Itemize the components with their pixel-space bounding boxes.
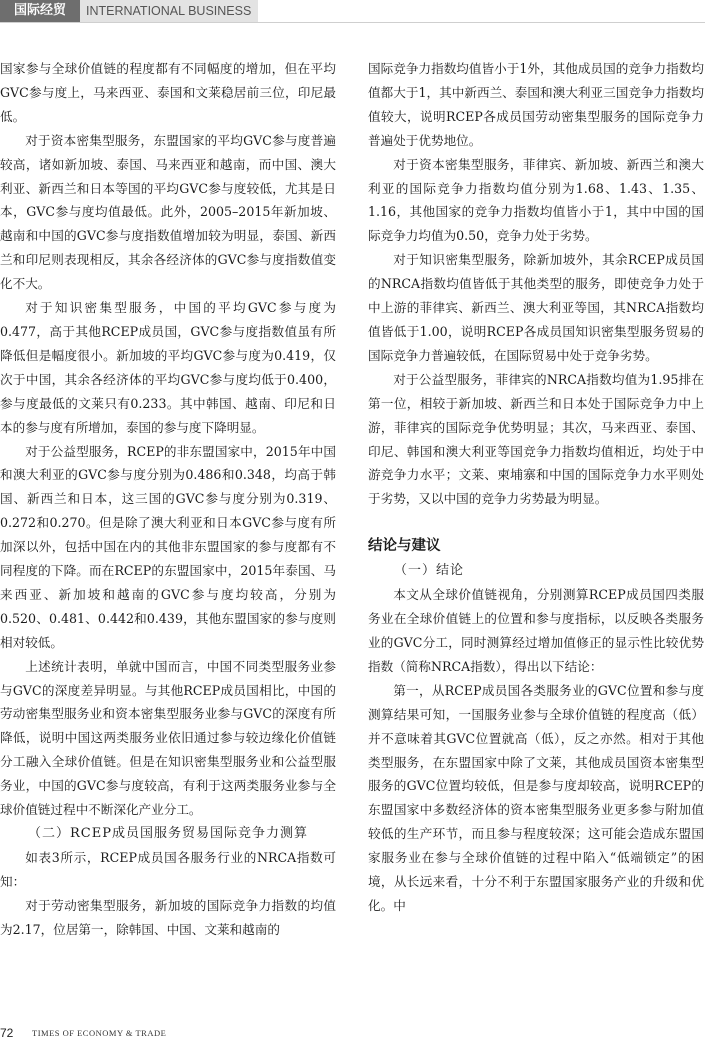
paragraph: 国际竞争力指数均值皆小于1外，其他成员国的竞争力指数均值都大于1，其中新西兰、泰国和澳大利亚三国竞争力指数均值较大，说明RCEP各成员国劳动密集型服务的国际竞争力普遍处于优势地位。 [368, 61, 704, 148]
header-rule [0, 22, 705, 23]
paragraph: 对于公益型服务，菲律宾的NRCA指数均值为1.95排在第一位，相较于新加坡、新西兰和日本处于国际竞争力中上游，菲律宾的国际竞争优势明显；其次，马来西亚、泰国、印尼、韩国和澳大利亚等国竞争力指数均值相近，均处于中游竞争力水平；文莱、柬埔寨和中国的国际竞争力水平则处于劣势，又以中国的竞争力劣势最为明显。 [368, 371, 704, 507]
paragraph: 对于公益型服务，RCEP的非东盟国家中，2015年中国和澳大利亚的GVC参与度分别为0.486和0.348，均高于韩国、新西兰和日本，这三国的GVC参与度分别为0.319、0.272和0.270。但是除了澳大利亚和日本GVC参与度有所加深以外，包括中国在内的其他非东盟国家的参与度都有不同程度的下降。而在RCEP的东盟国家中，2015年泰国、马来西亚、新加坡和越南的GVC参与度均较高，分别为0.520、0.481、0.442和0.439，其他东盟国家的参与度则相对较低。 [0, 443, 336, 650]
left-column [0, 57, 336, 942]
publication-name: TIMES OF ECONOMY & TRADE [32, 1028, 167, 1038]
paragraph: 对于知识密集型服务，中国的平均GVC参与度为0.477，高于其他RCEP成员国，GVC参与度指数值虽有所降低但是幅度很小。新加坡的平均GVC参与度为0.419，仅次于中国，其余各经济体的平均GVC参与度均低于0.400，参与度最低的文莱只有0.233。其中韩国、越南、印尼和日本的参与度有所增加，泰国的参与度下降明显。 [0, 300, 336, 435]
paragraph: 如表3所示，RCEP成员国各服务行业的NRCA指数可知： [0, 850, 336, 889]
paragraph: 对于资本密集型服务，东盟国家的平均GVC参与度普遍较高，诸如新加坡、泰国、马来西亚和越南，而中国、澳大利亚、新西兰和日本等国的平均GVC参与度较低，尤其是日本，GVC参与度均值最低。此外，2005–2015年新加坡、越南和中国的GVC参与度指数值增加较为明显，泰国、新西兰和印尼则表现相反，其余各经济体的GVC参与度指数值变化不大。 [0, 132, 336, 292]
section-label-en: INTERNATIONAL BUSINESS [80, 0, 258, 22]
paragraph: 对于资本密集型服务，菲律宾、新加坡、新西兰和澳大利亚的国际竞争力指数均值分别为1.68、1.43、1.35、1.16，其他国家的竞争力指数均值皆小于1，其中中国的国际竞争力均值为0.50，竞争力处于劣势。 [368, 156, 704, 244]
page-header [0, 0, 705, 24]
paragraph: 第一，从RCEP成员国各类服务业的GVC位置和参与度测算结果可知，一国服务业参与全球价值链的程度高（低）并不意味着其GVC位置就高（低），反之亦然。相对于其他类型服务，在东盟国家中除了文莱，其他成员国资本密集型服务的GVC位置均较低，但是参与度却较高，说明RCEP的东盟国家中多数经济体的资本密集型服务业更多参与附加值较低的生产环节，而且参与程度较深；这可能会造成东盟国家服务业在参与全球价值链的过程中陷入“低端锁定”的困境，从长远来看，十分不利于东盟国家服务产业的升级和优化。中 [368, 682, 704, 913]
subsection-title: （一）结论 [394, 563, 465, 579]
subsection-title: （二）RCEP成员国服务贸易国际竞争力测算 [28, 826, 308, 841]
paragraph: 国家参与全球价值链的程度都有不同幅度的增加，但在平均GVC参与度上，马来西亚、泰国和文莱稳居前三位，印尼最低。 [0, 61, 336, 124]
section-label-cn: 国际经贸 [0, 0, 80, 22]
paragraph: 上述统计表明，单就中国而言，中国不同类型服务业参与GVC的深度差异明显。与其他RCEP成员国相比，中国的劳动密集型服务业和资本密集型服务业参与GVC的深度有所降低，说明中国这两类服务业依旧通过参与较边缘化价值链分工融入全球价值链。但是在知识密集型服务业和公益型服务业，中国的GVC参与度较高，有利于这两类服务业参与全球价值链过程中不断深化产业分工。 [0, 658, 336, 818]
paragraph: 对于劳动密集型服务，新加坡的国际竞争力指数的均值为2.17，位居第一，除韩国、中国、文莱和越南的 [0, 897, 336, 937]
right-column [368, 57, 704, 918]
section-title: 结论与建议 [368, 538, 441, 555]
paragraph: 本文从全球价值链视角，分别测算RCEP成员国四类服务业在全球价值链上的位置和参与度指标，以反映各类服务业的GVC分工，同时测算经过增加值修正的显示性比较优势指数（简称NRCA指数），得出以下结论： [368, 587, 704, 674]
page-number: 72 [0, 1026, 14, 1040]
page-footer [0, 1026, 705, 1043]
paragraph: 对于知识密集型服务，除新加坡外，其余RCEP成员国的NRCA指数均值皆低于其他类型的服务，即使竞争力处于中上游的菲律宾、新西兰、澳大利亚等国，其NRCA指数均值皆低于1.00，说明RCEP各成员国知识密集型服务贸易的国际竞争力普遍较低，在国际贸易中处于竞争劣势。 [368, 252, 704, 363]
